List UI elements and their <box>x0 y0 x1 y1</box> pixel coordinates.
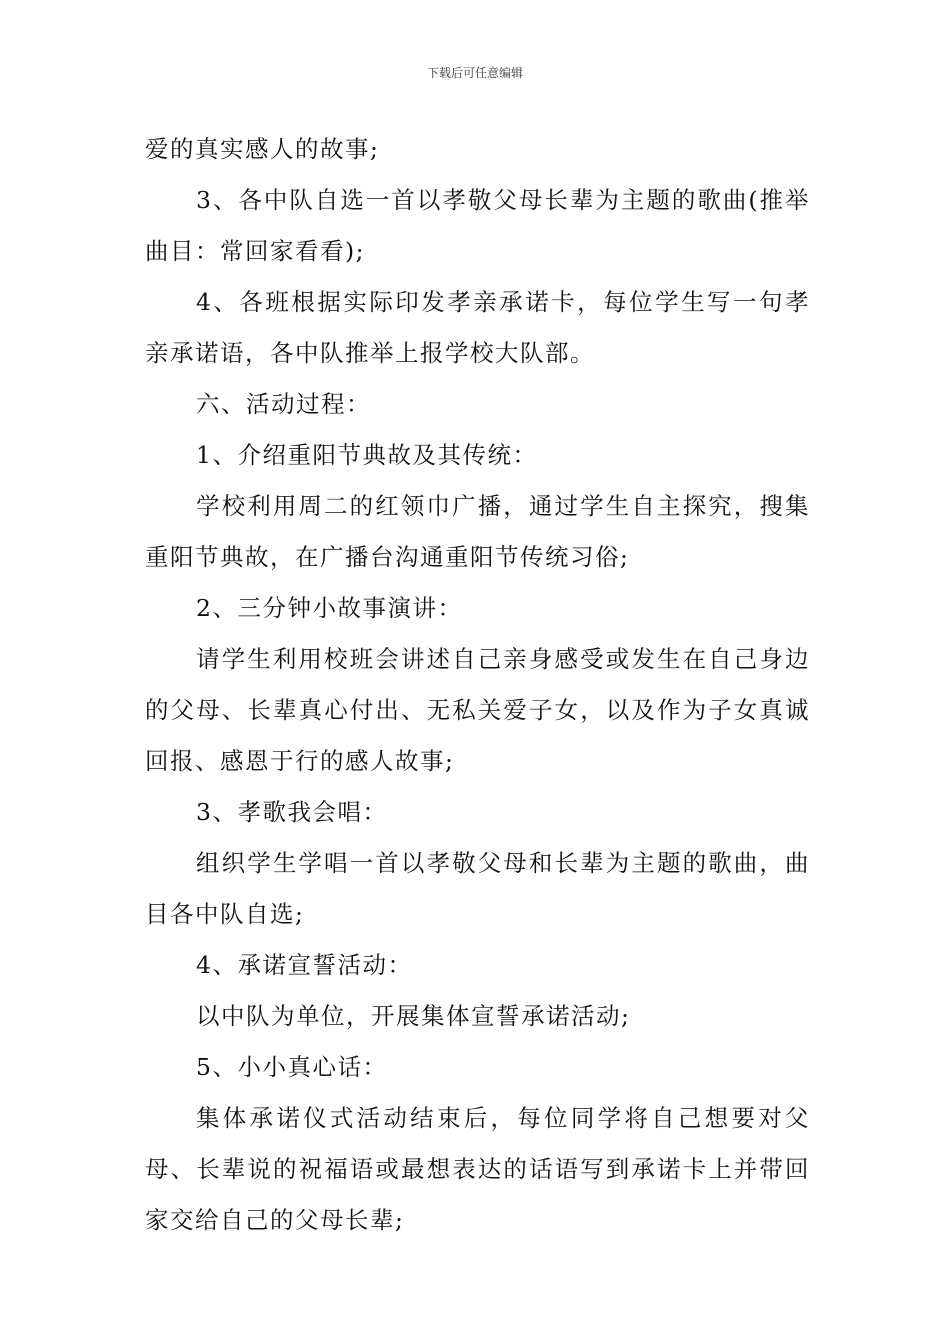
document-body <box>145 124 810 1246</box>
paragraph-3: 4、各班根据实际印发孝亲承诺卡，每位学生写一句孝亲承诺语，各中队推举上报学校大队部。 <box>145 288 810 367</box>
paragraph-6: 学校利用周二的红领巾广播，通过学生自主探究，搜集重阳节典故，在广播台沟通重阳节传统习俗; <box>145 492 810 571</box>
paragraph-2: 3、各中队自选一首以孝敬父母长辈为主题的歌曲(推举曲目：常回家看看); <box>145 186 810 265</box>
item-heading-1: 1、介绍重阳节典故及其传统： <box>196 441 538 469</box>
paragraph-1: 爱的真实感人的故事; <box>145 135 380 163</box>
item-heading-3: 3、孝歌我会唱： <box>196 798 388 826</box>
paragraph-10: 组织学生学唱一首以孝敬父母和长辈为主题的歌曲，曲目各中队自选; <box>145 849 810 928</box>
item-heading-5: 5、小小真心话： <box>196 1053 388 1081</box>
page-header-note: 下载后可任意编辑 <box>426 66 523 80</box>
paragraph-12: 以中队为单位，开展集体宣誓承诺活动; <box>196 1002 631 1030</box>
item-heading-4: 4、承诺宣誓活动： <box>196 951 413 979</box>
section-heading-activity-process: 六、活动过程： <box>196 390 371 418</box>
paragraph-8: 请学生利用校班会讲述自己亲身感受或发生在自己身边的父母、长辈真心付出、无私关爱子女，以及作为子女真诚回报、感恩于行的感人故事; <box>145 645 810 775</box>
paragraph-14: 集体承诺仪式活动结束后，每位同学将自己想要对父母、长辈说的祝福语或最想表达的话语写到承诺卡上并带回家交给自己的父母长辈; <box>145 1104 810 1234</box>
item-heading-2: 2、三分钟小故事演讲： <box>196 594 463 622</box>
